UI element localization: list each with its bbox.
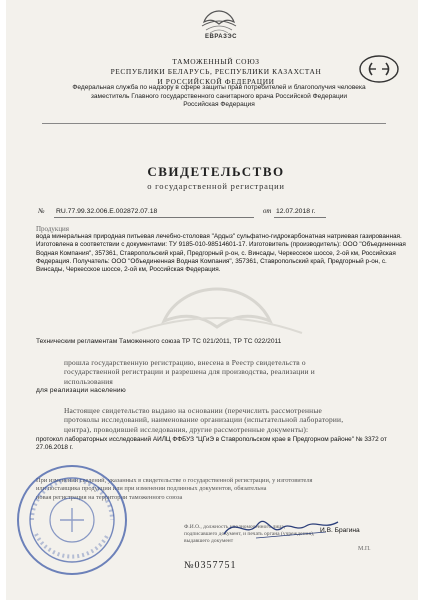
agency-line-1: Федеральная служба по надзору в сфере защиты прав потребителей и благополучия человека: [72, 84, 366, 91]
document-subtitle: о государственной регистрации: [147, 181, 285, 191]
footer-line-2: или поставщика продукции или при изменении подлинных документов, обязательна: [36, 485, 267, 493]
union-header: [76, 57, 356, 87]
number-underline: [54, 217, 254, 218]
document-title: СВИДЕТЕЛЬСТВО: [147, 164, 285, 179]
statement-line-2: государственной регистрации и разрешена для производства, реализации и: [64, 367, 315, 377]
certificate-page: [6, 0, 418, 600]
statement-line-1: прошла государственную регистрацию, внесена в Реестр свидетельств о: [64, 358, 306, 367]
union-line-2: РЕСПУБЛИКИ БЕЛАРУСЬ, РЕСПУБЛИКИ КАЗАХСТАН: [110, 67, 322, 76]
agency-line-3: Российская Федерация: [183, 101, 255, 109]
seal-place-mark: М.П.: [358, 546, 371, 552]
role-line-2: подписавшего документ, и печать органа (учреждения),: [184, 530, 315, 537]
certificate-number: RU.77.99.32.006.Е.002872.07.18: [56, 208, 158, 215]
product-block: [36, 225, 406, 274]
union-line-1: ТАМОЖЕННЫЙ СОЮЗ: [172, 57, 260, 66]
agency-line-2: заместитель Главного государственного санитарного врача Российской Федерации: [90, 92, 348, 100]
basis-block: [64, 406, 404, 434]
date-underline: [274, 217, 326, 218]
regulations-line: [36, 337, 406, 346]
footer-line-3: новая регистрация на территории таможенного союза: [36, 493, 183, 501]
basis-line-1: Настоящее свидетельство выдано на основании (перечислить рассмотренные: [64, 406, 322, 415]
regulations-text: Техническим регламентам Таможенного союза ТР ТС 021/2011, ТР ТС 022/2011: [36, 338, 282, 345]
basis-line-3: центра), проводившей исследования, другие рассмотренные документы):: [64, 424, 309, 434]
statement-line-3: использования: [64, 376, 114, 386]
product-description: вода минеральная природная питьевая лечебно-столовая "Ардыз" сульфатно-гидрокарбонатная натриевая газированная. Изготовлена в соответствии с документами: ТУ 9185-010-98514601-17. Изготовитель (производитель): ООО "Объединенная Водная Компания", 357361, Ставропольский край, Предгорный р-он, с. Винсады, Черкесское шоссе, 2-ой км, Российская Федерация. Получатель: ООО "Объединенная Водная Компания", 357361, Ставропольский край, Предгорный р-он, с. Винсады, Черкесское шоссе, 2-ой км, Российская Федерация.: [36, 233, 406, 274]
certificate-number-line: [34, 208, 414, 220]
certificate-date: 12.07.2018 г.: [276, 208, 316, 215]
number-prefix: №: [38, 208, 45, 215]
role-line-3: выдавшего документ: [184, 537, 234, 544]
signer-name: И.В. Брагина: [320, 527, 360, 534]
basis-line-2: протоколы исследований, наименование организации (испытательной лаборатории,: [64, 415, 344, 425]
role-line-1: Ф.И.О., должность уполномоченного лица,: [184, 524, 286, 530]
eac-mark-icon: [356, 54, 402, 84]
issuing-agency: [54, 84, 384, 110]
footer-line-1: При изменении сведений, указанных в свидетельстве о государственной регистрации, у изготовителя: [36, 477, 313, 484]
form-number: №0357751: [184, 560, 237, 571]
statement-block: [36, 358, 404, 396]
date-prefix: от: [263, 208, 272, 215]
protocol-text: протокол лабораторных исследований АИЛЦ ФФБУЗ "ЦГиЭ в Ставропольском крае в Предгорном районе" № 3372 от 27.06.2018 г.: [36, 436, 387, 452]
usage-text: для реализации населению: [36, 387, 126, 395]
emblem-label: ЕВРАЗЭС: [204, 34, 237, 40]
product-label: Продукция: [36, 225, 70, 233]
union-line-3: И РОССИЙСКОЙ ФЕДЕРАЦИИ: [157, 77, 275, 86]
official-seal-icon: [14, 462, 130, 578]
header-divider: [42, 123, 386, 124]
